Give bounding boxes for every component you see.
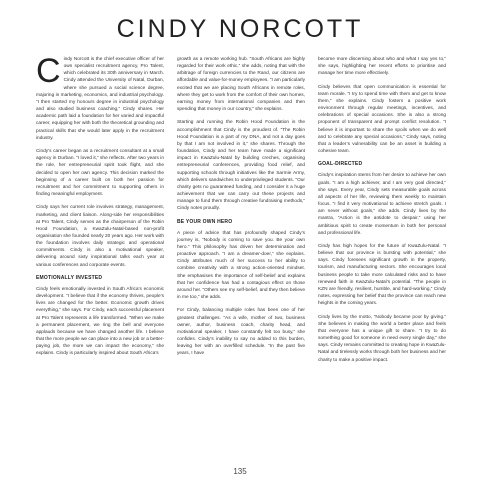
section-heading: EMOTIONALLY INVESTED	[36, 274, 103, 281]
article-body	[36, 52, 448, 370]
paragraph: Cindy says her current role involves strategy, management, marketing, and client liaison. Along-side her responsibilities at Pro Talent, Cindy serves as the chairperson of the Robin Hood Foundation, a KwaZulu-Natal-based non-profit organisation she founded nearly 20 years ago. Her work with the foundation involves daily strategic and operational commitments. Cindy is also a motivational speaker, delivering around sixty inspirational talks each year at various conferences and corporate events.	[36, 205, 164, 268]
paragraph: Cindy feels emotionally invested in South Africa’s economic development. “I believe that if the economy thrives, people’s lives are changed for the better. Economic growth drives everything,” she says. For Cindy, each successful placement at Pro Talent represents a life transformed. “When we make a permanent placement, we ring the bell and everyone applauds because we have changed another life. I believe that the more people we can place into a new job or a better-paying job, the more we can impact the economy,” she explains. Cindy is particularly inspired about South Africa’s	[36, 286, 164, 357]
column-2	[177, 56, 305, 370]
paragraph: growth as a remote working hub. “South Africans are highly regarded for their work ethic,” she adds, noting that with the arbitrage of foreign currencies to the Rand, our citizens are affordable and value-for-money employees. “I am particularly excited that we are placing South Africans in remote roles, where they get to work from the comfort of their own homes, earning money from international companies and then spending that money in our country,” she explains.	[177, 57, 305, 113]
paragraph: Cindy’s inspiration stems from her desire to achieve her own goals. “I am a high achiever, and I am very goal directed,” she says. Every year, Cindy sets measurable goals across all aspects of her life, reviewing them weekly to maintain focus. “I find it very motivational to achieve stretch goals. I am never without goals,” she adds. Cindy lives by the mantra, “Action is the antidote to despair,” using her ambitious spirit to create momentum in both her personal and professional life.	[318, 173, 446, 236]
paragraph	[36, 52, 164, 142]
paragraph: Cindy has high hopes for the future of KwaZulu-Natal. “I believe that our province is bursting with potential,” she says. Cindy foresees significant growth in the property, tourism, and manufacturing sectors. She encourages local business people to take more calculated risks and to have renewed faith in KwaZulu-Natal’s potential. “The people in KZN are friendly, resilient, humble, and hard-working,” Cindy notes, expressing her belief that the province can reach new heights in the coming years.	[318, 244, 446, 307]
drop-cap: C	[36, 52, 61, 90]
column-1	[36, 52, 164, 370]
section-heading: BE YOUR OWN HERO	[177, 218, 233, 225]
paragraph: Cindy believes that open communication is essential for team morale. “I try to spend time with them and get to know them,” she explains. Cindy fosters a positive work environment through regular meetings, incentives, and celebrations of special occasions. She is also a strong proponent of transparent and prompt conflict resolution. “I believe it is important to share the spoils when we do well and to celebrate any special occasions,” Cindy says, noting that a leader’s vulnerability can be an asset in building a cohesive team.	[318, 84, 446, 155]
paragraph: become more discerning about who and what I say yes to,” she says, highlighting her recent efforts to prioritise and manage her time more effectively.	[318, 57, 446, 77]
paragraph: Starting and running the Robin Hood Foundation is the accomplishment that Cindy is the proudest of. “The Robin Hood Foundation is a part of my DNA, and not a day goes by that I am not involved in it,” she shares. Through the foundation, Cindy and her team have made a significant impact in KwaZulu-Natal by building creches, organising entrepreneurial conferences, providing food relief, and supporting schools through initiatives like the Sarmie Army, which delivers sandwiches to underprivileged students. “Our charity gets no guaranteed funding, and I consider it a huge achievement that we can carry out these projects and manage to fund them through creative fundraising methods,” Cindy notes proudly.	[177, 120, 305, 212]
paragraph-text: indy Norcott is the chief executive officer of her own specialist recruitment agency, Pro Talent, which celebrated its 30th anniversary in March. Cindy attended the University of Natal, Durban, where she pursued a social science degree, majoring in marketing, economics, and industrial psychology. “I then started my honours degree in industrial psychology and also studied business coaching,” Cindy shares. Her academic path laid a foundation for her varied and impactful career, equipping her with both the theoretical grounding and practical skills that she would later apply in the recruitment industry.	[36, 57, 164, 141]
section-heading: GOAL-DIRECTED	[318, 161, 363, 168]
paragraph: Cindy’s career began as a recruitment consultant at a small agency in Durban. “I loved it,” she reflects. After two years in the role, her entrepreneurial spirit took flight, and she decided to open her own agency. This decision marked the beginning of a career built on both her passion for recruitment and her commitment to supporting others in finding meaningful employment.	[36, 149, 164, 197]
column-3	[318, 56, 446, 370]
paragraph: Cindy lives by the motto, “Nobody became poor by giving.” She believes in making the world a better place and feels that everyone has a unique gift to share. “I try to do something good for someone in need every single day,” she says. Cindy remains committed to creating hope in KwaZulu-Natal and tirelessly works through both her business and her charity to make a positive impact.	[318, 314, 446, 363]
page-number: 135	[233, 467, 247, 476]
page-title: CINDY NORCOTT	[116, 15, 364, 43]
paragraph: For Cindy, balancing multiple roles has been one of her greatest challenges. “As a wife, mother of two, business owner, author, business coach, charity head, and motivational speaker, I have constantly felt too busy,” she confides. Cindy’s inability to say no added to this burden, leaving her with an overfilled schedule. “In the past five years, I have	[177, 308, 305, 357]
paragraph: A piece of advice that has profoundly shaped Cindy’s journey is, “Nobody is coming to save you. Be your own hero.” This philosophy has driven her determination and proactive approach. “I am a dreamer-doer,” she explains. Cindy attributes much of her success to her ability to combine creativity with a strong action-oriented mindset. She emphasises the importance of self-belief and explains that her confidence has had a contagious effect on those around her. “Others see my self-belief, and they then believe in me too,” she adds.	[177, 230, 305, 301]
